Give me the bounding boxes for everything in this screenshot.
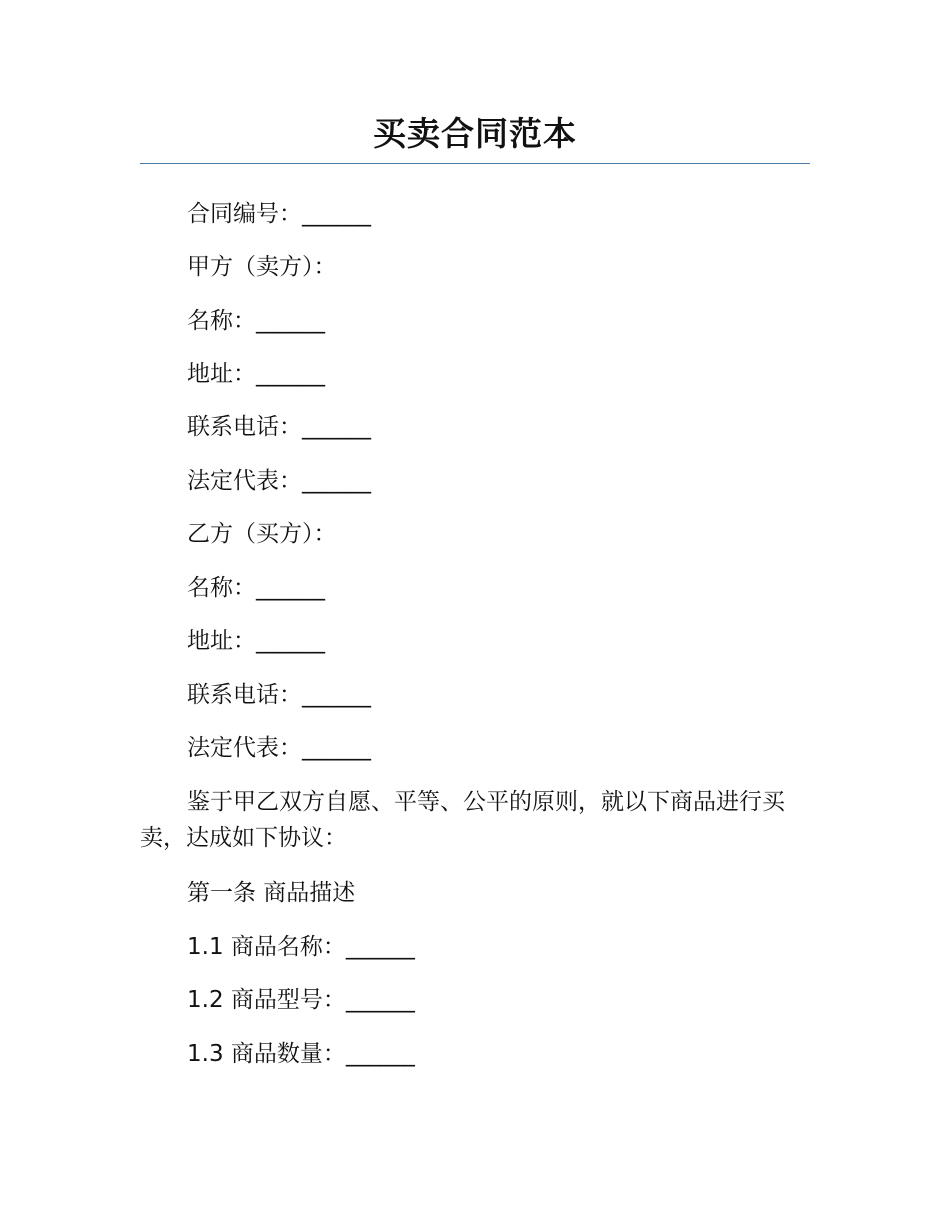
- article-1-heading: 第一条 商品描述: [187, 880, 356, 906]
- party-b-phone-line: 联系电话：______: [187, 682, 371, 708]
- party-a-name-line: 名称：______: [187, 308, 325, 334]
- document-title: 买卖合同范本: [373, 114, 577, 153]
- article-1-item: 1.1 商品名称：______: [187, 934, 415, 960]
- intro-paragraph: 鉴于甲乙双方自愿、平等、公平的原则，就以下商品进行买卖，达成如下协议：: [140, 789, 785, 851]
- party-b-address-line: 地址：______: [187, 628, 325, 654]
- article-1-item: 1.2 商品型号：______: [187, 987, 415, 1013]
- party-b-heading: 乙方（买方）：: [187, 521, 337, 547]
- party-a-address-line: 地址：______: [187, 361, 325, 387]
- party-a-representative-line: 法定代表：______: [187, 468, 371, 494]
- party-b-representative-line: 法定代表：______: [187, 735, 371, 761]
- article-1-item: 1.3 商品数量：______: [187, 1041, 415, 1067]
- contract-number-line: 合同编号：______: [187, 201, 371, 227]
- party-a-phone-line: 联系电话：______: [187, 414, 371, 440]
- party-a-heading: 甲方（卖方）：: [187, 254, 337, 280]
- party-b-name-line: 名称：______: [187, 575, 325, 601]
- title-underline: [140, 163, 810, 164]
